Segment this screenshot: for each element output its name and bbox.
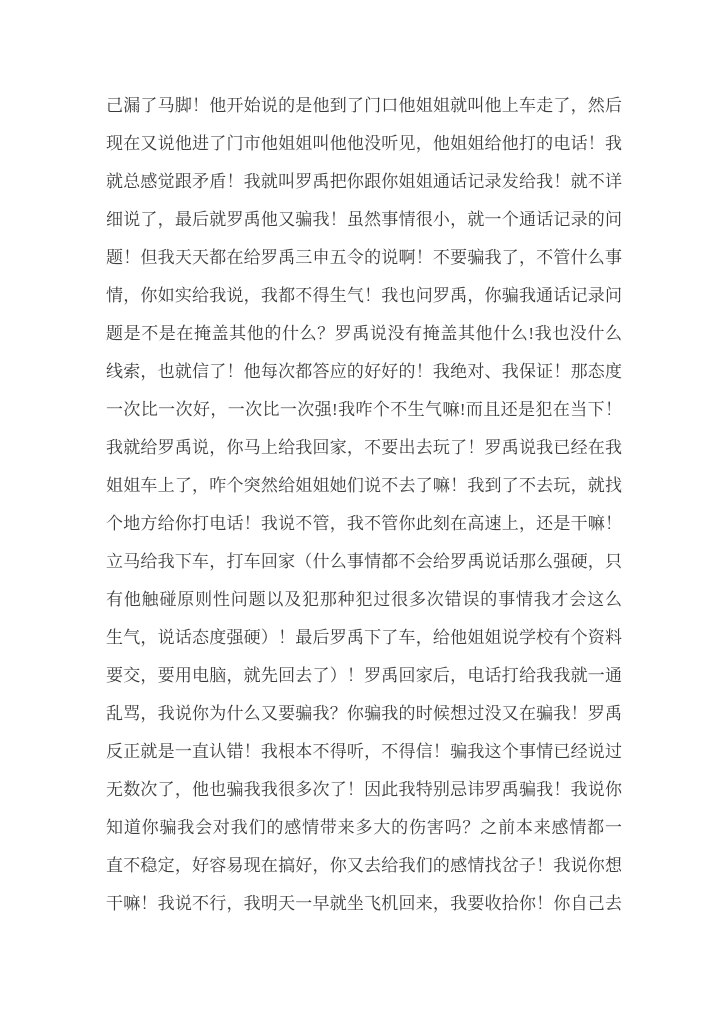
text-line: 干嘛！我说不行，我明天一早就坐飞机回来，我要收拾你！你自己去 xyxy=(106,894,622,913)
text-line: 题！但我天天都在给罗禹三申五令的说啊！不要骗我了，不管什么事 xyxy=(106,248,622,267)
text-line: 反正就是一直认错！我根本不得听，不得信！骗我这个事情已经说过 xyxy=(106,742,622,761)
text-line: 立马给我下车，打车回家（什么事情都不会给罗禹说话那么强硬，只 xyxy=(106,552,622,571)
text-line: 姐姐车上了，咋个突然给姐姐她们说不去了嘛！我到了不去玩，就找 xyxy=(106,476,622,495)
text-line: 直不稳定，好容易现在搞好，你又去给我们的感情找岔子！我说你想 xyxy=(106,856,622,875)
text-line: 情，你如实给我说，我都不得生气！我也问罗禹，你骗我通话记录问 xyxy=(106,286,622,305)
text-line: 细说了，最后就罗禹他又骗我！虽然事情很小，就一个通话记录的问 xyxy=(106,210,622,229)
text-line: 有他触碰原则性问题以及犯那种犯过很多次错误的事情我才会这么 xyxy=(106,590,622,609)
text-line: 现在又说他进了门市他姐姐叫他他没听见，他姐姐给他打的电话！我 xyxy=(106,134,622,153)
text-line: 己漏了马脚！他开始说的是他到了门口他姐姐就叫他上车走了，然后 xyxy=(106,96,622,115)
text-line: 知道你骗我会对我们的感情带来多大的伤害吗？之前本来感情都一 xyxy=(106,818,622,837)
text-line: 一次比一次好，一次比一次强!我咋个不生气嘛!而且还是犯在当下！ xyxy=(106,400,622,419)
text-line: 线索，也就信了！他每次都答应的好好的！我绝对、我保证！那态度 xyxy=(106,362,622,381)
paragraph-text xyxy=(106,87,622,923)
text-line: 个地方给你打电话！我说不管，我不管你此刻在高速上，还是干嘛！ xyxy=(106,514,622,533)
text-line: 生气，说话态度强硬）！最后罗禹下了车，给他姐姐说学校有个资料 xyxy=(106,628,622,647)
text-line: 要交，要用电脑，就先回去了）！罗禹回家后，电话打给我我就一通 xyxy=(106,666,622,685)
text-line: 我就给罗禹说，你马上给我回家，不要出去玩了！罗禹说我已经在我 xyxy=(106,438,622,457)
text-line: 就总感觉跟矛盾！我就叫罗禹把你跟你姐姐通话记录发给我！就不详 xyxy=(106,172,622,191)
text-line: 题是不是在掩盖其他的什么？罗禹说没有掩盖其他什么!我也没什么 xyxy=(106,324,622,343)
text-line: 乱骂，我说你为什么又要骗我？你骗我的时候想过没又在骗我！罗禹 xyxy=(106,704,622,723)
text-line: 无数次了，他也骗我我很多次了！因此我特别忌讳罗禹骗我！我说你 xyxy=(106,780,622,799)
